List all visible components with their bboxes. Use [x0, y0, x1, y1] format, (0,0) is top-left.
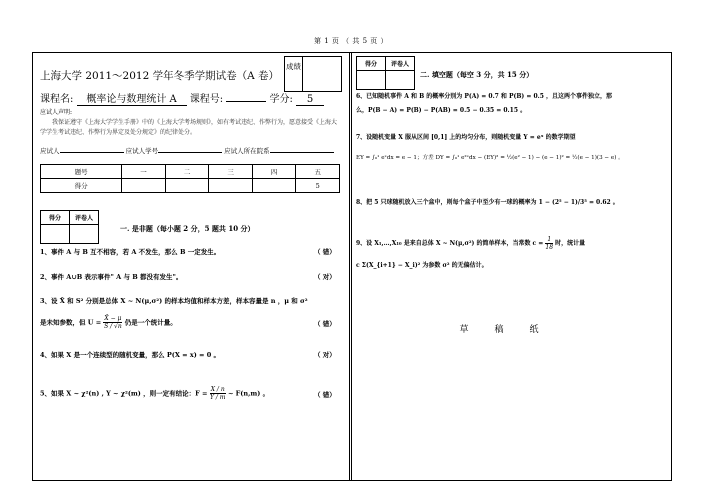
score-header: 五	[296, 165, 340, 179]
course-line	[40, 90, 324, 106]
q9-line1	[356, 236, 585, 251]
q8-text: 8、把 5 只球随机放入三个盒中，则每个盒子中至少有一球的概率为 1 − (2⁵ − 1)/3⁵ = 0.62 。	[356, 199, 619, 206]
score-header: 四	[252, 165, 296, 179]
q5-text3: ~ F(n,m) 。	[227, 389, 270, 398]
q9-text1: 9、设 X₁,…,X₁₀ 是来自总体 X ~ N(μ,σ²) 的简单样本，当常数 c =	[356, 240, 544, 247]
course-no-label: 课程号:	[189, 94, 224, 105]
score-cell	[252, 179, 296, 193]
column-divider-inner	[351, 52, 352, 481]
q3-frac-top: X̄ − μ	[104, 315, 122, 322]
declaration-heading: 应试人声明:	[40, 109, 73, 116]
draft-paper-label: 草稿纸	[459, 325, 565, 335]
q3-fraction	[103, 315, 122, 330]
q9-line2: c Σ(X_{i+1} − X_i)² 为参数 σ² 的无偏估计。	[356, 262, 488, 269]
page-number: 第 1 页 （ 共 5 页 ）	[314, 37, 388, 45]
q2-answer: （ 对）	[314, 273, 336, 281]
q3-text3: 仍是一个统计量。	[124, 318, 177, 327]
scorer-box-1	[40, 210, 99, 244]
score-cell	[165, 179, 209, 193]
declaration	[40, 108, 340, 138]
course-name: 概率论与数理统计 A	[77, 90, 187, 106]
credit-value: 5	[296, 94, 324, 106]
signature-line	[40, 146, 334, 155]
q7-line2: EY = ∫₀¹ eˣdx = e − 1；方差 DY = ∫₀¹ e²ˣdx − (EY)² = ½(e² − 1) − (e − 1)² = ½(e − 1)(3 − e) 。	[356, 155, 624, 161]
column-divider	[349, 52, 350, 481]
course-label: 课程名:	[40, 94, 74, 105]
section1-title: 一. 是非题（每小题 2 分，5 题共 10 分）	[120, 224, 255, 233]
q3-text: 3、设 X̄ 和 S² 分别是总体 X ~ N(μ,σ²) 的样本均值和样本方差，样本容量是 n ，μ 和 σ²	[40, 297, 308, 305]
q9-frac-top: 1	[547, 236, 552, 243]
q1-answer: （ 错）	[314, 248, 336, 256]
score-row-label: 得分	[41, 179, 122, 193]
section2-title: 二. 填空题（每空 3 分，共 15 分）	[420, 70, 534, 79]
score-header: 一	[122, 165, 166, 179]
q9-frac-bottom: 18	[545, 244, 554, 251]
q3-line2	[40, 315, 177, 330]
score-header: 二	[165, 165, 209, 179]
scorer-box-2	[356, 56, 415, 90]
q3-frac-bottom: S / √n	[104, 323, 122, 330]
q1-text: 1、事件 A 与 B 互不相容，若 A 不发生，那么 B 一定发生。	[40, 248, 221, 256]
q3-answer: （ 错）	[314, 320, 336, 328]
score-cell	[209, 179, 253, 193]
q3-text2: 是未知参数，但 U =	[40, 318, 102, 327]
q5-frac-top: X / n	[210, 386, 225, 393]
score-table	[40, 164, 340, 193]
credit-label: 学分:	[269, 94, 293, 105]
score-header: 三	[209, 165, 253, 179]
q7-line1: 7、设随机变量 X 服从区间 [0,1] 上的均匀分布，则随机变量 Y = eˣ 的数学期望	[356, 134, 576, 141]
grade-label: 成绩	[285, 57, 303, 91]
scorer-marker-label: 评卷人	[386, 57, 415, 71]
q5-text: 5、如果 X ~ χ²(n) , Y ~ χ²(m) ，则一定有结论：F =	[40, 389, 208, 398]
q2-text: 2、事件 A∪B 表示事件" A 与 B 都没有发生"。	[40, 273, 183, 281]
grade-box	[284, 56, 342, 92]
q5-frac-bottom: Y / m	[209, 394, 226, 401]
score-header: 题号	[41, 165, 122, 179]
q9-text2: 时，统计量	[555, 240, 586, 247]
q5-fraction	[210, 386, 226, 401]
exam-title: 上海大学 2011～2012 学年冬季学期试卷（A 卷）	[40, 70, 280, 82]
q6-line2: 么，P(B − A) = P(B) − P(AB) = 0.5 − 0.35 = 0.15 。	[356, 107, 527, 114]
course-no-field	[226, 101, 266, 102]
score-cell	[122, 179, 166, 193]
q4-answer: （ 对）	[314, 351, 336, 359]
student-no-label: 应试人学号	[125, 147, 159, 155]
college-label: 应试人所在院系	[224, 147, 270, 155]
q4-text: 4、如果 X 是一个连续型的随机变量，那么 P(X = x) = 0 。	[40, 351, 221, 359]
q5-answer: （ 错）	[314, 391, 336, 399]
declaration-text: 我保证遵守《上海大学学生手册》中的《上海大学考场规则》，如有考试违纪、作弊行为，愿意接受《上海大学学生考试违纪、作弊行为界定及处分规定》的纪律处分。	[40, 119, 338, 136]
scorer-score-label: 得分	[41, 211, 70, 225]
q6-line1: 6、已知随机事件 A 和 B 的概率分别为 P(A) = 0.7 和 P(B) = 0.5 ，且这两个事件独立，那	[356, 93, 613, 100]
scorer-score-label: 得分	[357, 57, 386, 71]
q5-line	[40, 386, 269, 401]
score-cell: 5	[296, 179, 340, 193]
scorer-marker-label: 评卷人	[70, 211, 99, 225]
q9-fraction	[545, 236, 553, 251]
examinee-label: 应试人	[40, 147, 60, 155]
